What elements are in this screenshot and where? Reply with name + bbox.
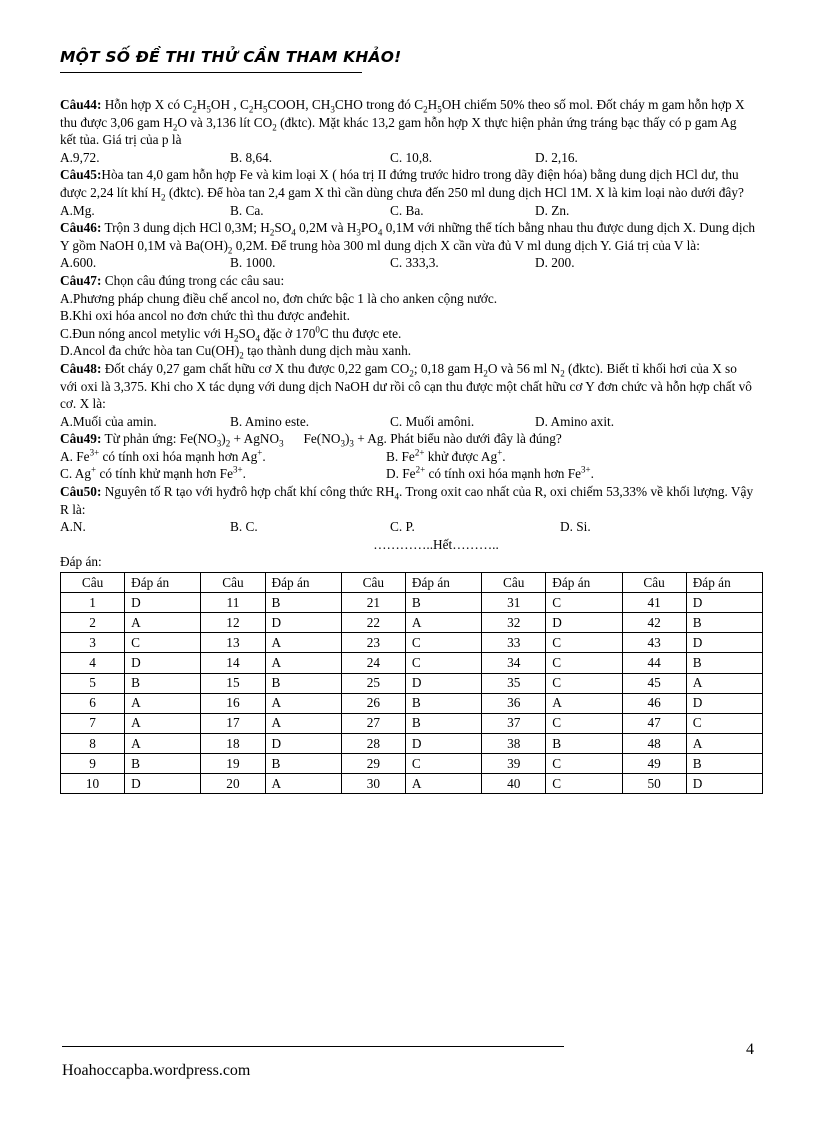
footer-rule [62,1046,564,1047]
answer-cell: A [265,633,341,653]
question-number-cell: 6 [61,693,125,713]
question-number-cell: 15 [201,673,265,693]
answer-cell: B [686,653,762,673]
question-number-cell: 28 [341,733,405,753]
question-number-cell: 41 [622,593,686,613]
answer-cell: B [405,713,481,733]
answer-cell: B [405,593,481,613]
question-number-cell: 17 [201,713,265,733]
question-number-cell: 24 [341,653,405,673]
question-number-cell: 8 [61,733,125,753]
option-d: D. $Fe^{2+}$ có tính oxi hóa mạnh hơn $Fe^{3+}$. [386,465,594,482]
option-a: A.9,72. [60,149,100,165]
q44-options [60,149,756,167]
answer-cell: B [125,753,201,773]
q50-options [60,518,756,536]
question-48: Câu48: Đốt cháy 0,27 gam chất hữu cơ X thu được 0,22 gam $CO_2$; 0,18 gam $H_2O$ và 56 ml $N_2$ (đktc). Biết tỉ khối hơi của X so với oxi là 3,375. Khi cho X tác dụng với dung dịch NaOH dư rồi cô cạn thu được một chất hữu cơ Y đơn chức và hỗn hợp chất vô cơ. X là: [60,360,752,412]
question-number-cell: 38 [482,733,546,753]
table-row [61,633,763,653]
question-number-cell: 43 [622,633,686,653]
answer-key-label: Đáp án: [60,554,102,570]
answer-cell: C [405,653,481,673]
question-number-cell: 29 [341,753,405,773]
option-b: B. 1000. [230,255,276,271]
answer-cell: A [686,733,762,753]
answer-cell: B [686,753,762,773]
answer-cell: C [546,633,622,653]
option-c: C. 333,3. [390,255,439,271]
question-number-cell: 46 [622,693,686,713]
answer-cell: A [265,693,341,713]
page-title: MỘT SỐ ĐỀ THI THỬ CẦN THAM KHẢO! [60,48,402,66]
answer-key-table [60,572,763,794]
question-number-cell: 19 [201,753,265,773]
question-number-cell: 37 [482,713,546,733]
question-number-cell: 50 [622,773,686,793]
answer-cell: B [405,693,481,713]
question-47: Câu47: Chọn câu đúng trong các câu sau: [60,272,285,288]
table-row [61,753,763,773]
question-number-cell: 9 [61,753,125,773]
question-number-cell: 23 [341,633,405,653]
answer-cell: C [546,773,622,793]
answer-cell: A [125,693,201,713]
header-cau: Câu [622,573,686,593]
table-row [61,733,763,753]
option-d: D. Amino axit. [535,413,615,429]
option-c: C. Muối amôni. [390,413,475,429]
q49-options-cd [60,465,756,483]
option-b: B. 8,64. [230,149,273,165]
q45-options [60,202,756,220]
option-a: A.600. [60,255,97,271]
option-d: D. 200. [535,255,575,271]
q46-options [60,254,756,272]
answer-cell: D [125,653,201,673]
question-number-cell: 31 [482,593,546,613]
answer-cell: C [405,753,481,773]
question-number-cell: 21 [341,593,405,613]
header-dap-an: Đáp án [686,573,762,593]
answer-cell: A [265,713,341,733]
answer-cell: C [546,713,622,733]
question-number-cell: 25 [341,673,405,693]
answer-cell: D [405,733,481,753]
header-cau: Câu [61,573,125,593]
option-b: B. C. [230,519,258,535]
question-number-cell: 13 [201,633,265,653]
question-content [60,96,756,794]
question-number-cell: 47 [622,713,686,733]
question-number-cell: 48 [622,733,686,753]
table-row [61,613,763,633]
question-number-cell: 42 [622,613,686,633]
table-row [61,593,763,613]
answer-cell: A [125,733,201,753]
answer-cell: C [546,753,622,773]
answer-cell: C [405,633,481,653]
question-number-cell: 40 [482,773,546,793]
table-row [61,713,763,733]
question-number-cell: 27 [341,713,405,733]
option-c: C. P. [390,519,415,535]
question-49: Câu49: Từ phản ứng: $Fe(NO_3)_2$ + AgNO$_3$ $Fe(NO_3)_3 + Ag$. Phát biểu nào dưới đây là đúng? [60,431,562,449]
answer-cell: B [546,733,622,753]
answer-cell: B [686,613,762,633]
header-dap-an: Đáp án [546,573,622,593]
question-number-cell: 10 [61,773,125,793]
question-45: Câu45:Hòa tan 4,0 gam hỗn hợp Fe và kim loại X ( hóa trị II đứng trước hidro trong dãy điện hóa) bằng dung dịch HCl dư, thu được 2,24 lít khí $H_2$ (đktc). Để hòa tan 2,4 gam X thì cần dùng chưa đến 250 ml dung dịch HCl 1M. X là kim loại nào dưới đây? [60,167,744,203]
header-cau: Câu [482,573,546,593]
table-row [61,773,763,793]
option-d: D. Zn. [535,202,570,218]
q48-options [60,413,756,431]
answer-cell: A [125,713,201,733]
question-number-cell: 5 [61,673,125,693]
question-number-cell: 20 [201,773,265,793]
q47-option-d: D.Ancol đa chức hòa $\tan Cu(OH)_2$ tạo thành dung dịch màu xanh. [60,343,412,361]
q47-option-a: A.Phương pháp chung điều chế ancol no, đơn chức bậc 1 là cho anken cộng nước. [60,290,498,306]
question-number-cell: 33 [482,633,546,653]
question-number-cell: 1 [61,593,125,613]
question-number-cell: 4 [61,653,125,673]
answer-cell: A [686,673,762,693]
page-number: 4 [746,1041,754,1058]
header-cau: Câu [341,573,405,593]
option-d: D. 2,16. [535,149,578,165]
answer-cell: C [686,713,762,733]
question-50: Câu50: Nguyên tố R tạo với hyđrô hợp chất khí công thức $RH_4$. Trong oxit cao nhất của R, oxi chiếm 53,33% về khối lượng. Vậy R là: [60,484,754,517]
option-b: B. Amino este. [230,413,310,429]
answer-cell: C [546,653,622,673]
header-dap-an: Đáp án [265,573,341,593]
answer-cell: D [686,633,762,653]
question-number-cell: 2 [61,613,125,633]
option-c: C. 10,8. [390,149,433,165]
end-marker: …………..Hết……….. [373,536,499,552]
option-a: A.Muối của amin. [60,413,157,429]
question-number-cell: 32 [482,613,546,633]
option-c: C. Ba. [390,202,424,218]
question-number-cell: 3 [61,633,125,653]
question-number-cell: 11 [201,593,265,613]
question-44: Câu44: Hỗn hợp X có $C_2H_5OH$ , $C_2H_5COOH$, $CH_3CHO$ trong đó $C_2H_5OH$ chiếm 50% theo số mol. Đốt cháy m gam hỗn hợp X thu được 3,06 gam $H_2O$ và 3,136 lít $CO_2$ (đktc). Mặt khác 13,2 gam hỗn hợp X thực hiện phản ứng tráng bạc thấy có p gam Ag kết tủa. Giá trị của p là [60,97,745,148]
answer-cell: D [686,693,762,713]
answer-cell: A [265,653,341,673]
footer-site: Hoahoccapba.wordpress.com [62,1062,251,1079]
answer-cell: D [125,773,201,793]
answer-cell: A [405,773,481,793]
answer-cell: A [546,693,622,713]
answer-cell: C [546,673,622,693]
option-a: A. $Fe^{3+}$ có tính oxi hóa mạnh hơn Ag+. [60,447,266,464]
answer-cell: D [686,773,762,793]
question-number-cell: 34 [482,653,546,673]
answer-cell: A [265,773,341,793]
question-number-cell: 16 [201,693,265,713]
header-dap-an: Đáp án [405,573,481,593]
answer-cell: D [546,613,622,633]
question-number-cell: 14 [201,653,265,673]
answer-cell: A [125,613,201,633]
question-number-cell: 39 [482,753,546,773]
answer-cell: D [405,673,481,693]
answer-cell: D [686,593,762,613]
question-number-cell: 7 [61,713,125,733]
answer-cell: C [546,593,622,613]
answer-cell: D [265,733,341,753]
option-b: B. Ca. [230,202,264,218]
option-d: D. Si. [560,519,591,535]
answer-cell: B [265,753,341,773]
answer-cell: A [405,613,481,633]
answer-cell: B [265,673,341,693]
answer-cell: B [265,593,341,613]
question-number-cell: 49 [622,753,686,773]
option-a: A.Mg. [60,202,95,218]
answer-cell: D [125,593,201,613]
table-row [61,653,763,673]
answer-cell: D [265,613,341,633]
q47-option-c: C.Đun nóng ancol metylic với $H_2SO_4$ đặc ở $170^0C$ thu được ete. [60,324,402,344]
header-rule [60,72,362,73]
option-c: C. Ag+ có tính khử mạnh hơn $Fe^{3+}$. [60,465,246,482]
table-row [61,673,763,693]
question-number-cell: 22 [341,613,405,633]
question-number-cell: 18 [201,733,265,753]
question-number-cell: 12 [201,613,265,633]
answer-cell: C [125,633,201,653]
question-number-cell: 35 [482,673,546,693]
question-number-cell: 36 [482,693,546,713]
answer-cell: B [125,673,201,693]
question-46: Câu46: Trộn 3 dung dịch HCl 0,3M; $H_2SO_4$ 0,2M và $H_3PO_4$ 0,1M với những thể tích bằng nhau thu được dung dịch X. Dung dịch Y gồm NaOH 0,1M và $Ba(OH)_2$ 0,2M. Để trung hòa 300 ml dung dịch X cần vừa đủ V ml dung dịch Y. Giá trị của V là: [60,220,756,256]
header-dap-an: Đáp án [125,573,201,593]
header-cau: Câu [201,573,265,593]
q49-options-ab [60,448,756,466]
document-header [60,48,402,73]
q47-option-b: B.Khi oxi hóa ancol no đơn chức thì thu được anđehit. [60,308,350,324]
answer-header-row [61,573,763,593]
question-number-cell: 26 [341,693,405,713]
table-row [61,693,763,713]
option-a: A.N. [60,519,86,535]
question-number-cell: 44 [622,653,686,673]
question-number-cell: 30 [341,773,405,793]
question-number-cell: 45 [622,673,686,693]
option-b: B. $Fe^{2+}$ khử được Ag+. [386,447,506,464]
